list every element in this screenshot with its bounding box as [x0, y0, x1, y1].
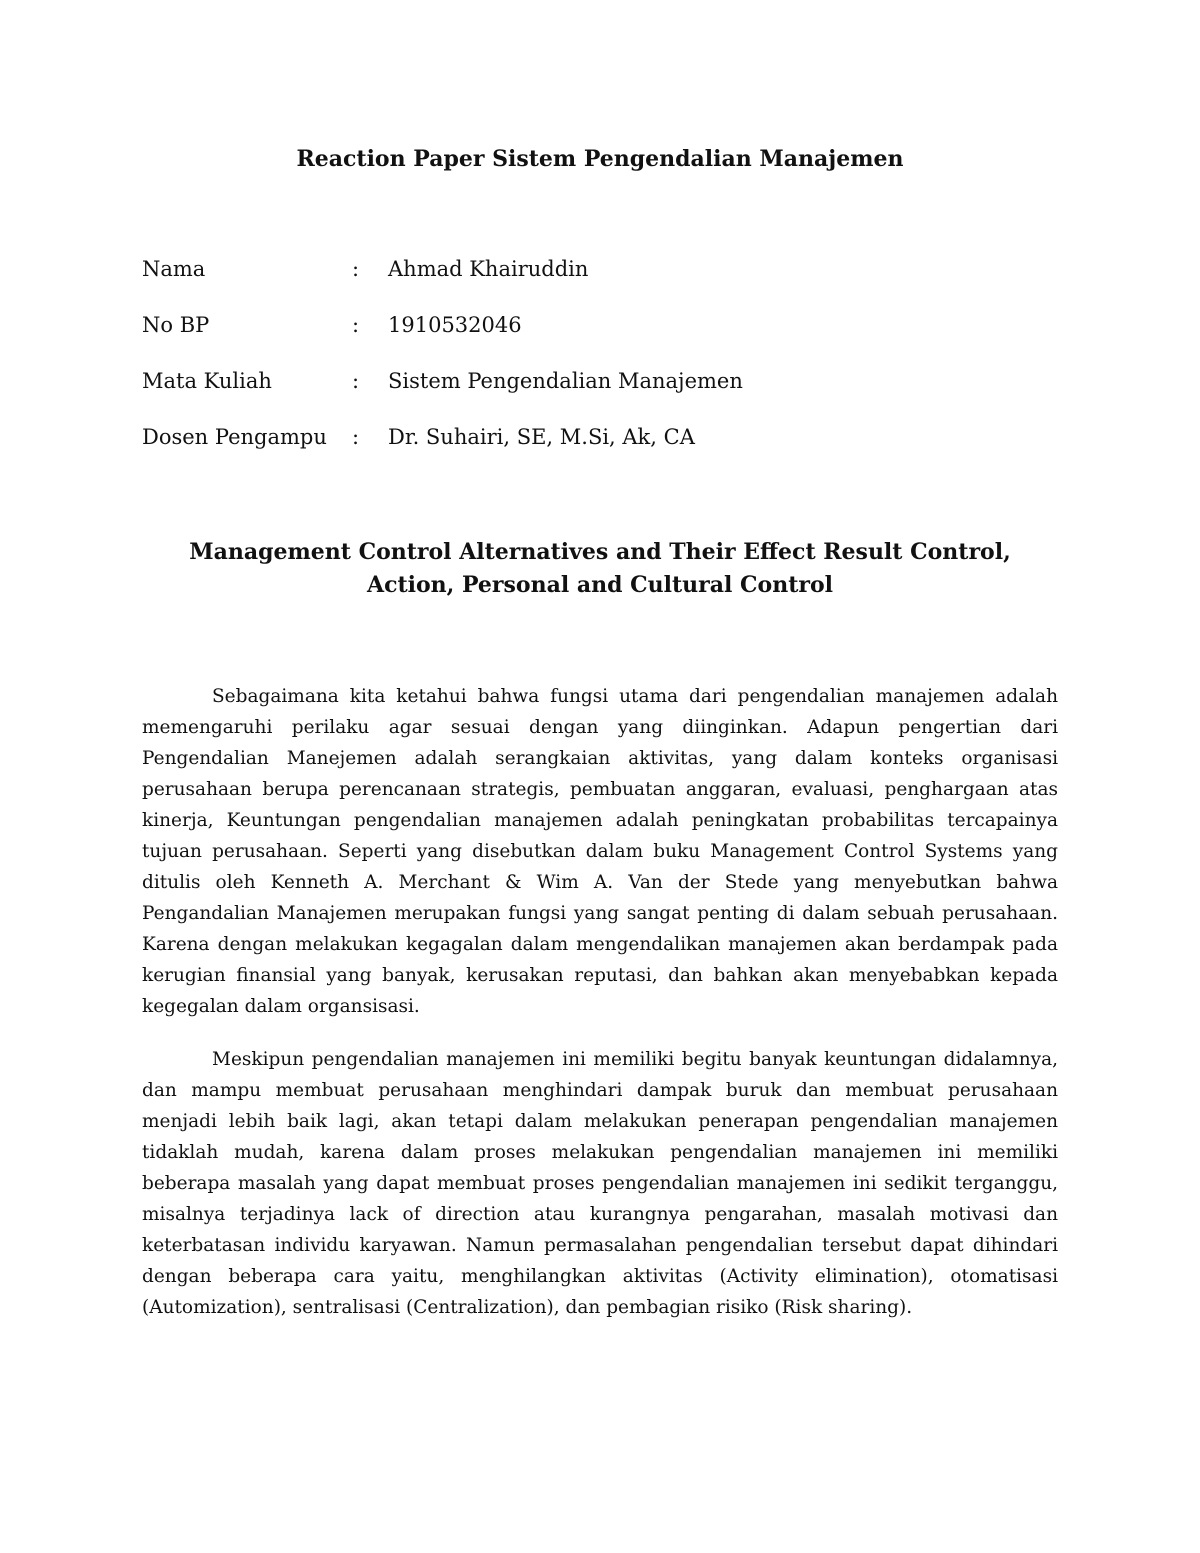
info-value: Dr. Suhairi, SE, M.Si, Ak, CA [388, 425, 695, 449]
section-heading: Management Control Alternatives and Their Effect Result Control, Action, Personal and Cultural Control [189, 539, 1011, 598]
info-colon: : [352, 313, 360, 337]
paragraph: Meskipun pengendalian manajemen ini memiliki begitu banyak keuntungan didalamnya, dan mampu membuat perusahaan menghindari dampak buruk dan membuat perusahaan menjadi lebih baik lagi, akan tetapi dalam melakukan penerapan pengendalian manajemen tidaklah mudah, karena dalam proses melakukan pengendalian manajemen ini memiliki beberapa masalah yang dapat membuat proses pengendalian manajemen ini sedikit terganggu, misalnya terjadinya lack of direction atau kurangnya pengarahan, masalah motivasi dan keterbatasan individu karyawan. Namun permasalahan pengendalian tersebut dapat dihindari dengan beberapa cara yaitu, menghilangkan aktivitas (Activity elimination), otomatisasi (Automization), sentralisasi (Centralization), dan pembagian risiko (Risk sharing). [142, 1049, 1058, 1318]
info-label: Nama [142, 257, 206, 281]
info-value: Sistem Pengendalian Manajemen [388, 369, 743, 393]
paragraph: Sebagaimana kita ketahui bahwa fungsi utama dari pengendalian manajemen adalah memengaruhi perilaku agar sesuai dengan yang diinginkan. Adapun pengertian dari Pengendalian Manejemen adalah serangkaian aktivitas, yang dalam konteks organisasi perusahaan berupa perencanaan strategis, pembuatan anggaran, evaluasi, penghargaan atas kinerja, Keuntungan pengendalian manajemen adalah peningkatan probabilitas tercapainya tujuan perusahaan. Seperti yang disebutkan dalam buku Management Control Systems yang ditulis oleh Kenneth A. Merchant & Wim A. Van der Stede yang menyebutkan bahwa Pengandalian Manajemen merupakan fungsi yang sangat penting di dalam sebuah perusahaan. Karena dengan melakukan kegagalan dalam mengendalikan manajemen akan berdampak pada kerugian finansial yang banyak, kerusakan reputasi, dan bahkan akan menyebabkan kepada kegegalan dalam organsisasi. [142, 686, 1058, 1017]
info-colon: : [352, 425, 360, 449]
info-row-no-bp [142, 311, 942, 367]
info-colon: : [352, 369, 360, 393]
document-title: Reaction Paper Sistem Pengendalian Manajemen [296, 146, 904, 172]
info-value: Ahmad Khairuddin [388, 257, 589, 281]
info-row-nama [142, 255, 942, 311]
info-colon: : [352, 257, 360, 281]
info-label: Mata Kuliah [142, 369, 272, 393]
info-label: Dosen Pengampu [142, 425, 327, 449]
info-label: No BP [142, 313, 210, 337]
body-text [142, 681, 1058, 1345]
info-row-mata-kuliah [142, 367, 942, 423]
info-value: 1910532046 [388, 313, 522, 337]
info-row-dosen-pengampu [142, 423, 942, 479]
student-info-table [142, 255, 942, 479]
